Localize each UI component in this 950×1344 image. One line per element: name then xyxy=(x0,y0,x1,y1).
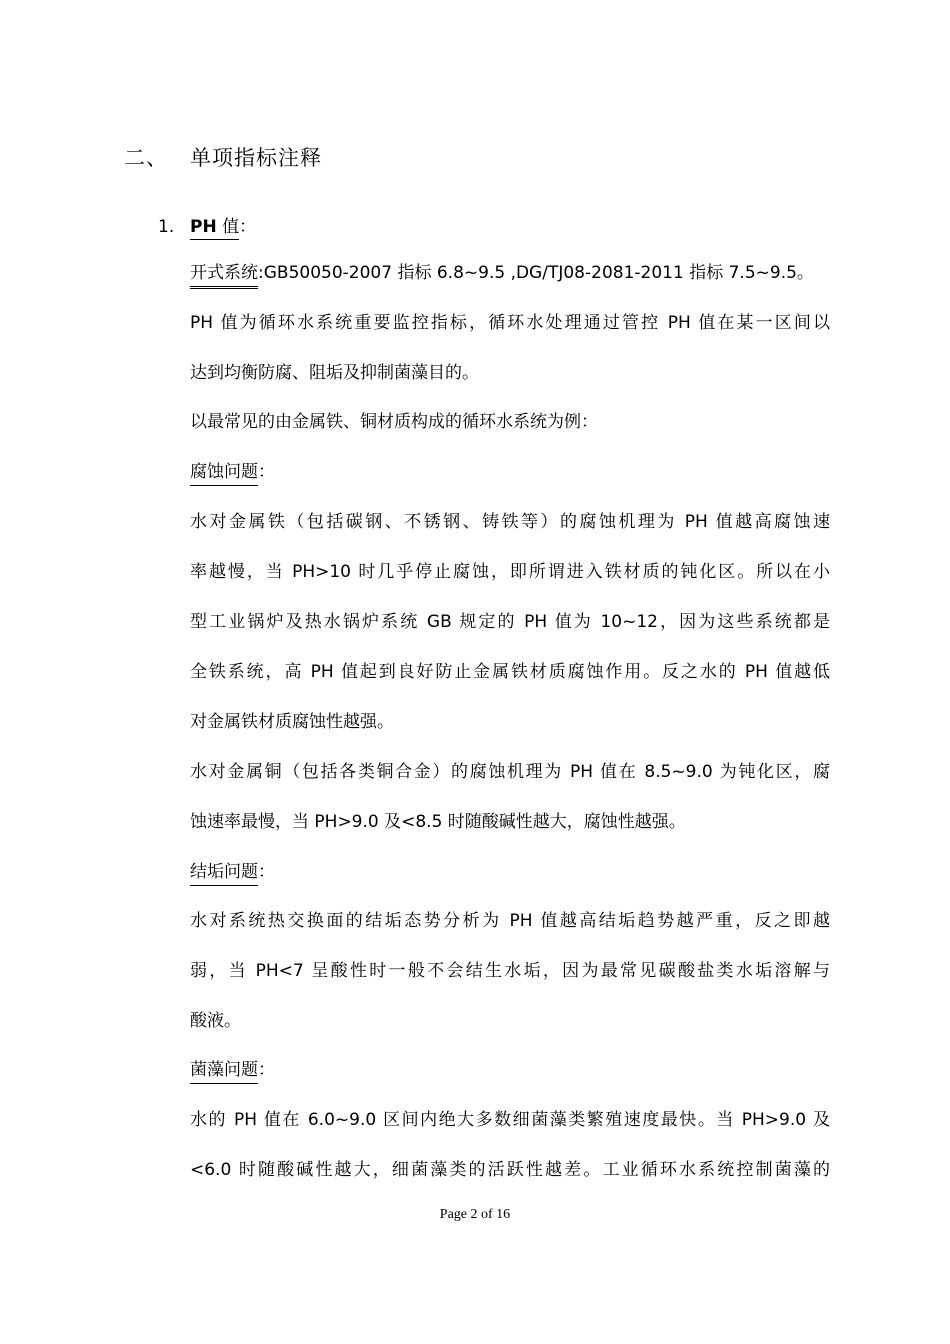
page-footer: Page 2 of 16 xyxy=(439,1207,511,1222)
item-title-bold: PH xyxy=(190,217,217,237)
item-colon: ： xyxy=(239,217,257,237)
paragraph-line: 蚀速率最慢，当 PH>9.0 及<8.5 时随酸碱性越大，腐蚀性越强。 xyxy=(190,812,686,832)
section-title: 单项指标注释 xyxy=(190,146,322,170)
paragraph-line: 以最常见的由金属铁、铜材质构成的循环水系统为例： xyxy=(190,412,598,432)
scale-heading xyxy=(190,860,830,886)
paragraph-line: 对金属铁材质腐蚀性越强。 xyxy=(190,712,394,732)
scale-label: 结垢问题 xyxy=(190,860,258,886)
paragraph-line: 水的 PH 值在 6.0~9.0 区间内绝大多数细菌藻类繁殖速度最快。当 PH>9.0 及 xyxy=(190,1110,830,1130)
paragraph-line: 弱，当 PH<7 呈酸性时一般不会结生水垢，因为最常见碳酸盐类水垢溶解与 xyxy=(190,961,830,981)
paragraph-line: <6.0 时随酸碱性越大，细菌藻类的活跃性越差。工业循环水系统控制菌藻的 xyxy=(190,1160,830,1180)
algae-colon: ： xyxy=(258,1060,275,1080)
open-system-label: 开式系统 xyxy=(190,261,258,289)
paragraph-line: 率越慢，当 PH>10 时几乎停止腐蚀，即所谓进入铁材质的钝化区。所以在小 xyxy=(190,562,830,582)
item-heading xyxy=(158,212,256,240)
paragraph-line: 型工业锅炉及热水锅炉系统 GB 规定的 PH 值为 10~12，因为这些系统都是 xyxy=(190,612,830,632)
open-system-text: :GB50050-2007 指标 6.8~9.5 ,DG/TJ08-2081-2011 指标 7.5~9.5。 xyxy=(258,263,814,283)
paragraph-line: 水对金属铜（包括各类铜合金）的腐蚀机理为 PH 值在 8.5~9.0 为钝化区，腐 xyxy=(190,762,830,782)
paragraph-line: 水对系统热交换面的结垢态势分析为 PH 值越高结垢趋势越严重，反之即越 xyxy=(190,911,830,931)
item-title xyxy=(190,212,239,240)
algae-heading xyxy=(190,1058,830,1084)
section-heading xyxy=(124,142,322,172)
corrosion-heading xyxy=(190,460,830,486)
paragraph-line: PH 值为循环水系统重要监控指标，循环水处理通过管控 PH 值在某一区间以 xyxy=(190,313,830,333)
item-number: 1. xyxy=(158,217,175,237)
algae-label: 菌藻问题 xyxy=(190,1058,258,1084)
section-number: 二、 xyxy=(124,146,168,170)
paragraph-line: 酸液。 xyxy=(190,1011,241,1031)
open-system-line xyxy=(190,261,830,289)
paragraph-line: 全铁系统，高 PH 值起到良好防止金属铁材质腐蚀作用。反之水的 PH 值越低 xyxy=(190,662,830,682)
scale-colon: ： xyxy=(258,862,275,882)
paragraph-line: 水对金属铁（包括碳钢、不锈钢、铸铁等）的腐蚀机理为 PH 值越高腐蚀速 xyxy=(190,512,830,532)
item-title-rest: 值 xyxy=(216,217,240,237)
corrosion-label: 腐蚀问题 xyxy=(190,460,258,486)
corrosion-colon: ： xyxy=(258,462,275,482)
paragraph-line: 达到均衡防腐、阻垢及抑制菌藻目的。 xyxy=(190,363,479,383)
